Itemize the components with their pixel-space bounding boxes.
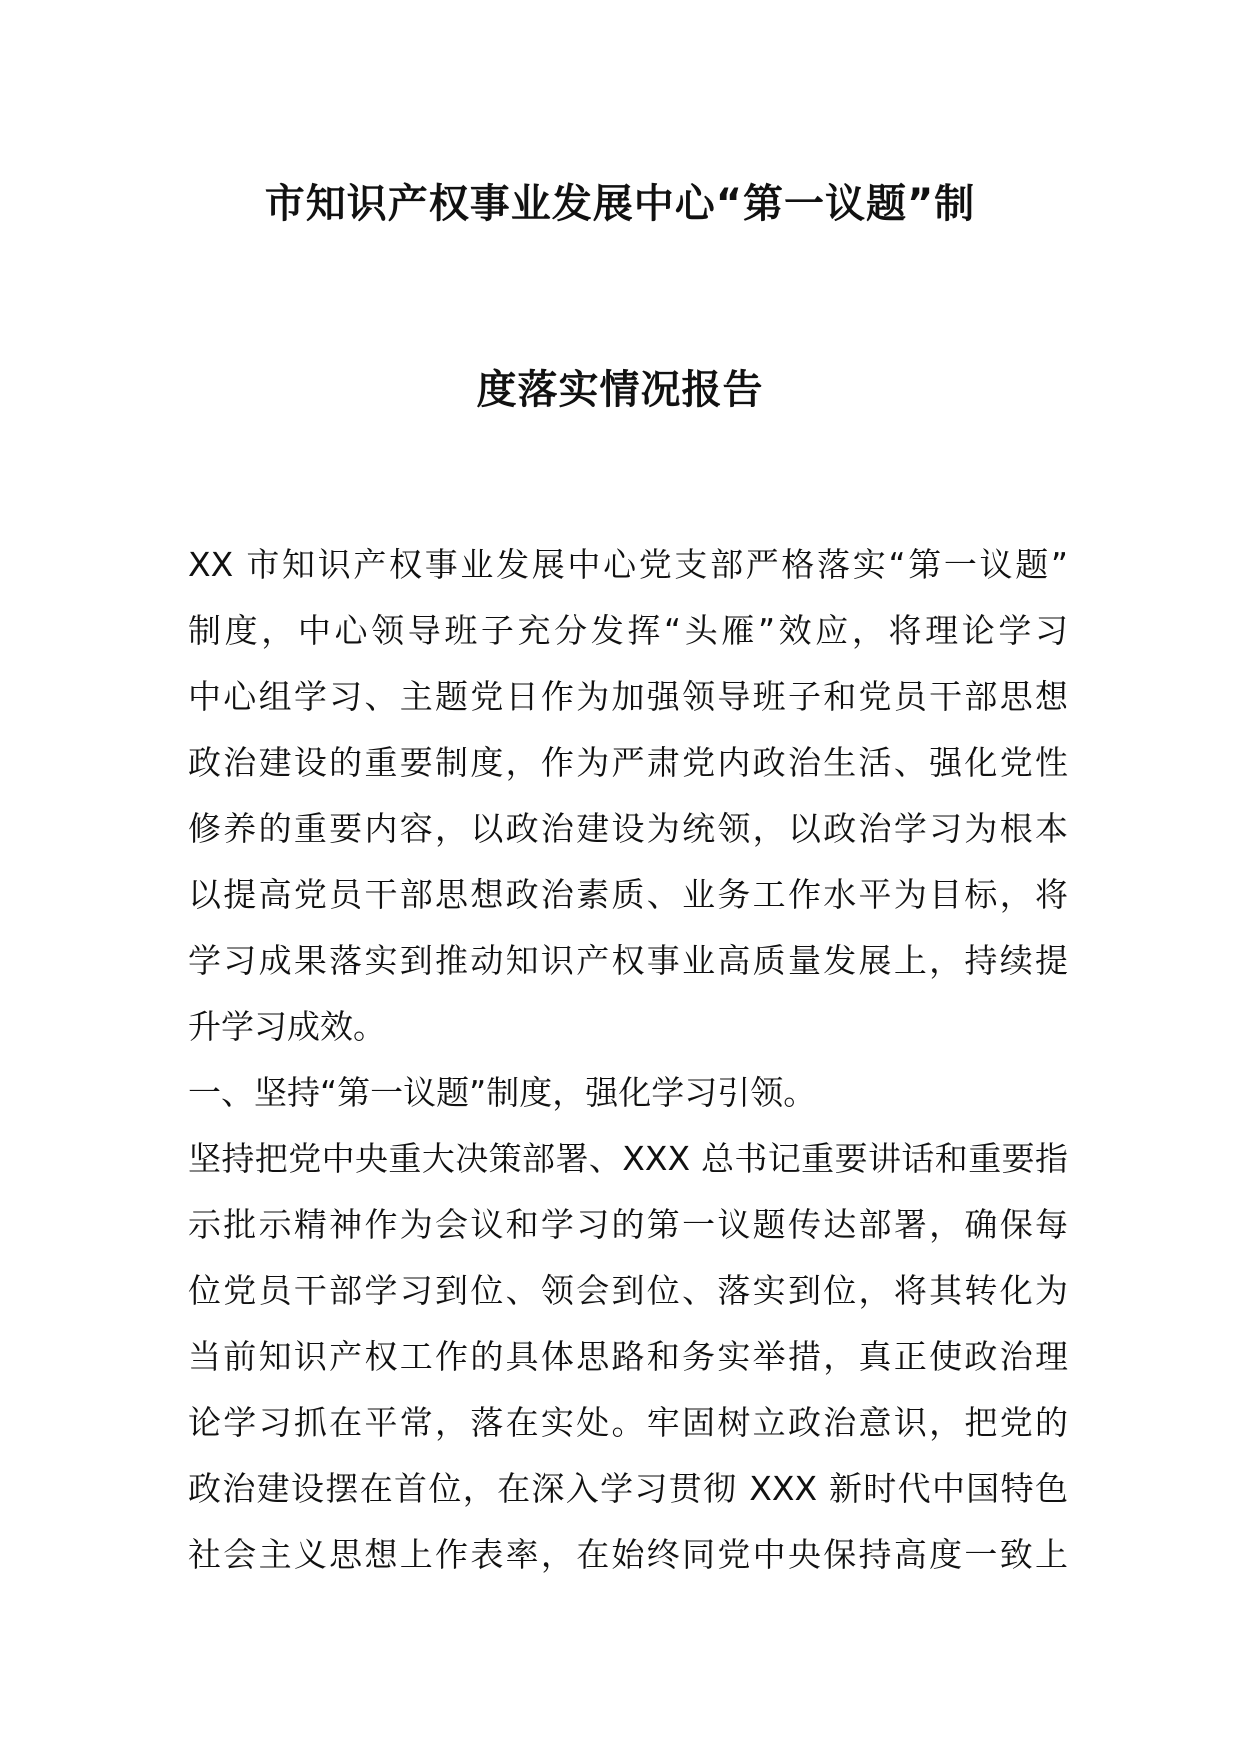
body-line: 位党员干部学习到位、领会到位、落实到位，将其转化为 — [188, 1271, 1068, 1310]
body-line: 修养的重要内容，以政治建设为统领，以政治学习为根本 — [188, 809, 1068, 848]
document-body — [188, 532, 1068, 1588]
body-line: 论学习抓在平常，落在实处。牢固树立政治意识，把党的 — [188, 1403, 1068, 1442]
body-line: 当前知识产权工作的具体思路和务实举措，真正使政治理 — [188, 1337, 1068, 1376]
body-line: 中心组学习、主题党日作为加强领导班子和党员干部思想 — [188, 677, 1068, 716]
section-heading: 一、坚持“第一议题”制度，强化学习引领。 — [188, 1073, 817, 1112]
body-line: 政治建设摆在首位，在深入学习贯彻 XXX 新时代中国特色 — [188, 1469, 1068, 1508]
body-line: 制度，中心领导班子充分发挥“头雁”效应，将理论学习 — [188, 611, 1068, 650]
body-line: 坚持把党中央重大决策部署、XXX 总书记重要讲话和重要指 — [188, 1139, 1068, 1178]
body-line: XX 市知识产权事业发展中心党支部严格落实“第一议题” — [188, 545, 1068, 584]
document-title-line-2: 度落实情况报告 — [476, 367, 764, 413]
body-line: 升学习成效。 — [188, 1007, 386, 1046]
body-line: 社会主义思想上作表率，在始终同党中央保持高度一致上 — [188, 1535, 1068, 1574]
body-line: 政治建设的重要制度，作为严肃党内政治生活、强化党性 — [188, 743, 1068, 782]
body-line: 示批示精神作为会议和学习的第一议题传达部署，确保每 — [188, 1205, 1068, 1244]
document-title-line-1: 市知识产权事业发展中心“第一议题”制 — [264, 181, 976, 227]
body-line: 学习成果落实到推动知识产权事业高质量发展上，持续提 — [188, 941, 1068, 980]
body-line: 以提高党员干部思想政治素质、业务工作水平为目标，将 — [188, 875, 1068, 914]
